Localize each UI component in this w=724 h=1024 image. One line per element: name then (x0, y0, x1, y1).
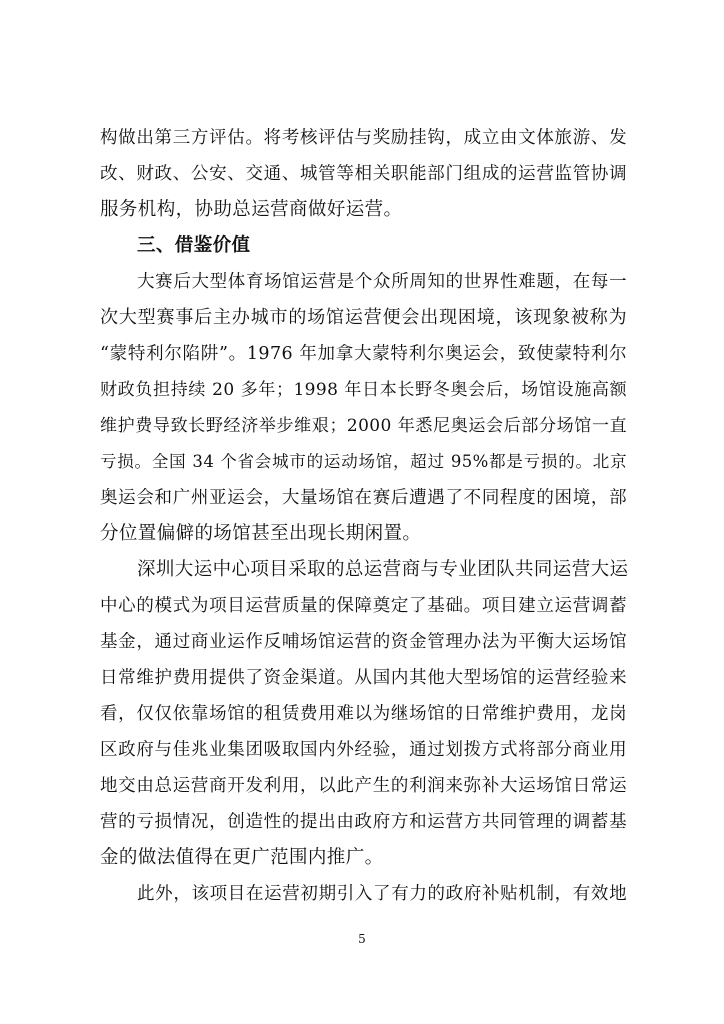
text-line: 维护费导致长野经济举步维艰；2000 年悉尼奥运会后部分场馆一直 (100, 416, 627, 436)
text-line: 大赛后大型体育场馆运营是个众所周知的世界性难题，在每一 (137, 272, 627, 292)
text-line: 奥运会和广州亚运会，大量场馆在赛后遭遇了不同程度的困境，部 (100, 488, 627, 508)
text-line: 服务机构，协助总运营商做好运营。 (100, 199, 403, 220)
text-line: 营的亏损情况，创造性的提出由政府方和运营方共同管理的调蓄基 (100, 812, 627, 832)
text-line: 区政府与佳兆业集团吸取国内外经验，通过划拨方式将部分商业用 (100, 740, 627, 760)
text-line: 改、财政、公安、交通、城管等相关职能部门组成的运营监管协调 (100, 164, 627, 184)
text-line: 构做出第三方评估。将考核评估与奖励挂钩，成立由文体旅游、发 (100, 128, 627, 148)
text-line: 基金，通过商业运作反哺场馆运营的资金管理办法为平衡大运场馆 (100, 632, 627, 652)
text-line: “蒙特利尔陷阱”。1976 年加拿大蒙特利尔奥运会，致使蒙特利尔 (100, 344, 627, 364)
section-heading: 三、借鉴价值 (137, 235, 251, 256)
text-line: 中心的模式为项目运营质量的保障奠定了基础。项目建立运营调蓄 (100, 596, 627, 616)
text-line: 财政负担持续 20 多年；1998 年日本长野冬奥会后，场馆设施高额 (100, 380, 627, 400)
text-line: 次大型赛事后主办城市的场馆运营便会出现困境，该现象被称为 (100, 307, 627, 328)
text-line: 日常维护费用提供了资金渠道。从国内其他大型场馆的运营经验来 (100, 668, 627, 688)
text-line: 金的做法值得在更广范围内推广。 (100, 847, 384, 868)
text-line: 分位置偏僻的场馆甚至出现长期闲置。 (100, 523, 422, 544)
text-line: 看，仅仅依靠场馆的租赁费用难以为继场馆的日常维护费用，龙岗 (100, 704, 627, 724)
page-number: 5 (358, 932, 366, 946)
text-line: 深圳大运中心项目采取的总运营商与专业团队共同运营大运 (137, 559, 629, 580)
text-line: 地交由总运营商开发利用，以此产生的利润来弥补大运场馆日常运 (100, 776, 627, 796)
text-line: 此外，该项目在运营初期引入了有力的政府补贴机制，有效地 (137, 884, 627, 904)
text-line: 亏损。全国 34 个省会城市的运动场馆，超过 95%都是亏损的。北京 (100, 452, 627, 471)
